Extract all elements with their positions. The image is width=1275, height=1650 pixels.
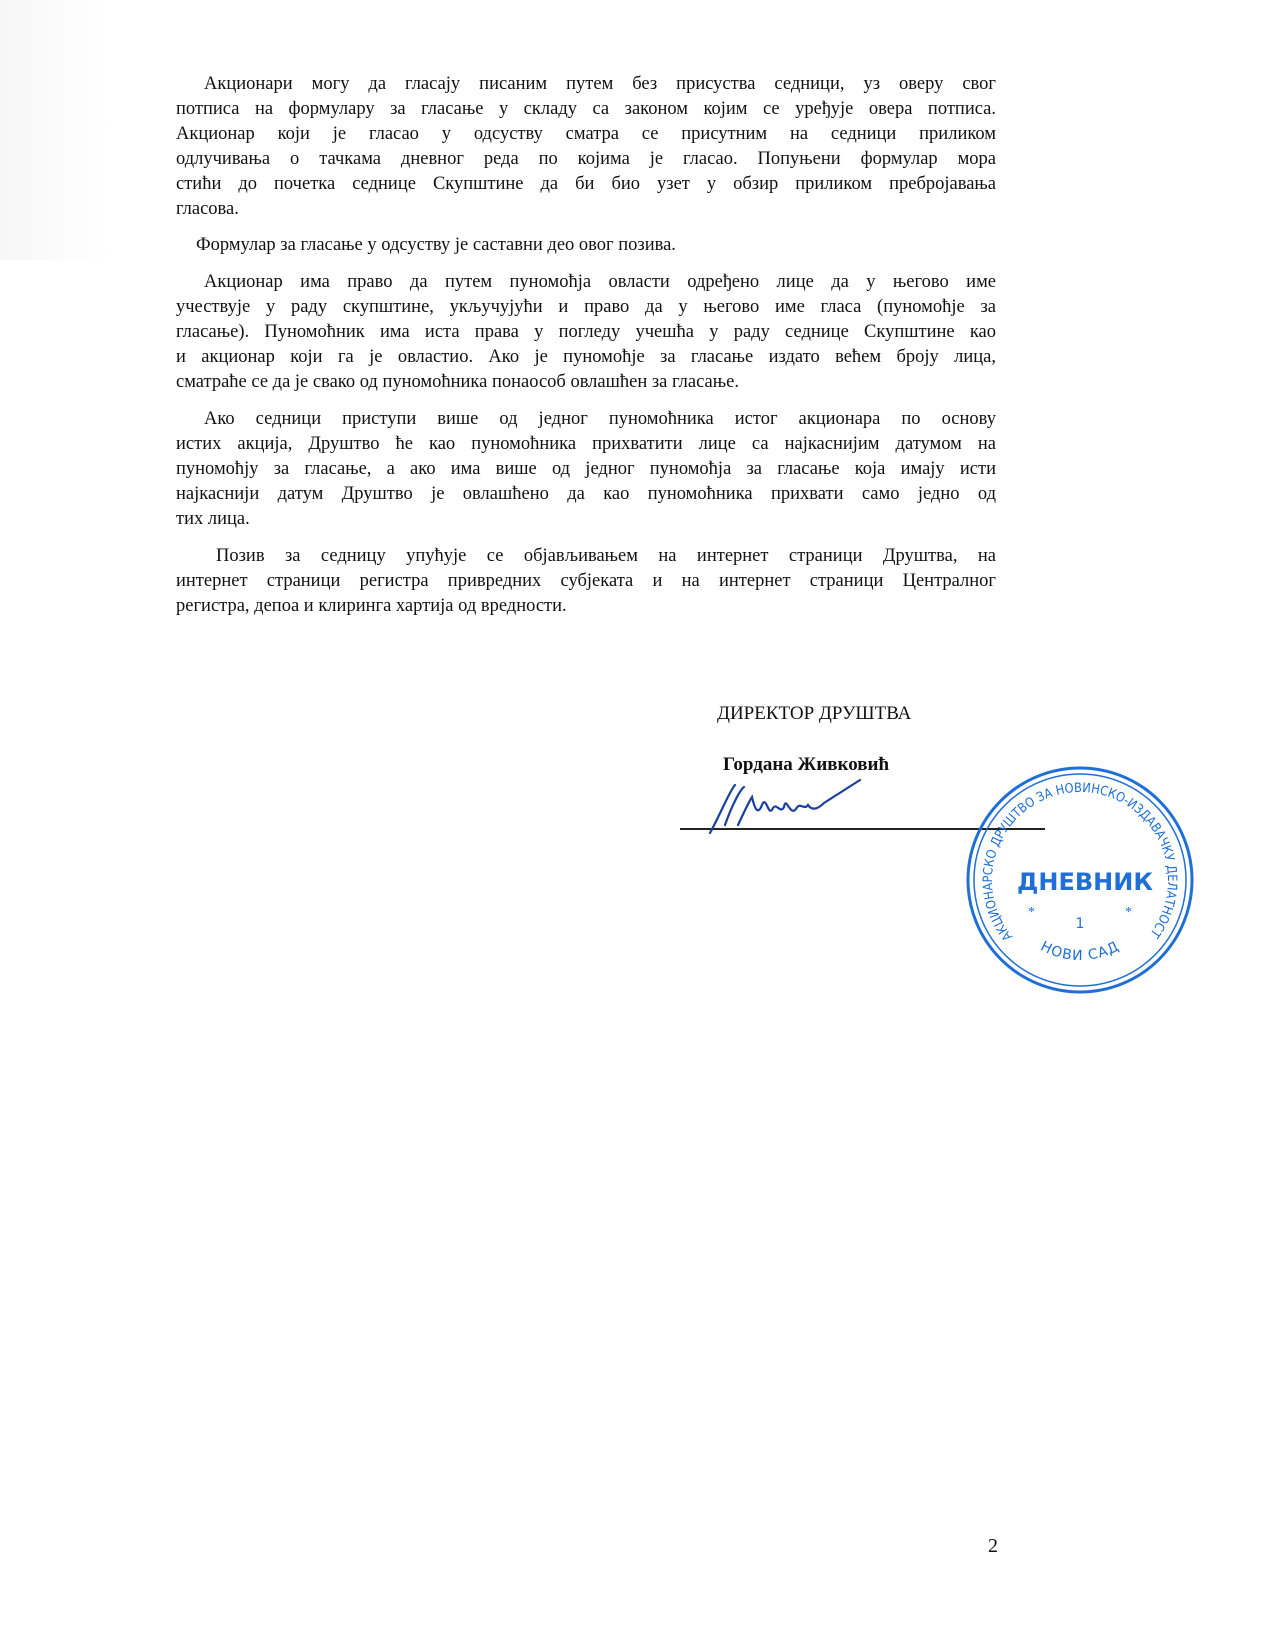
text-line: потписа на формулару за гласање у складу са законом којим се уређује овера потписа. <box>176 99 996 119</box>
text-line: Формулар за гласање у одсуству је саставни део овог позива. <box>196 235 676 255</box>
text-line: пуномоћју за гласање, а ако има више од једног пуномоћја за гласање која имају исти <box>176 459 996 479</box>
text-line: стићи до почетка седнице Скупштине да би био узет у обзир приликом пребројавања <box>176 174 996 194</box>
stamp-bottom-text: НОВИ САД <box>1037 938 1123 965</box>
stamp-center-text: ДНЕВНИК <box>1017 868 1153 896</box>
paragraph-absentee-voting <box>176 72 996 222</box>
text-line: Позив за седницу упућује се објављивањем на интернет страници Друштва, на <box>216 546 996 566</box>
stamp-ring-text: АКЦИОНАРСКО ДРУШТВО ЗА НОВИНСКО-ИЗДАВАЧКУ ДЕЛАТНОСТ <box>980 780 1180 944</box>
text-line: одлучивања о тачкама дневног реда по којима је гласао. Попуњени формулар мора <box>176 149 996 169</box>
handwritten-signature <box>700 775 900 845</box>
text-line: Ако седници приступи више од једног пуномоћника истог акционара по основу <box>204 409 996 429</box>
text-line: интернет страници регистра привредних субјеката и на интернет страници Централног <box>176 571 996 591</box>
text-line: тих лица. <box>176 509 250 529</box>
director-name: Гордана Живковић <box>723 754 890 775</box>
text-line: гласова. <box>176 199 239 219</box>
paragraph-form-attached <box>176 233 996 258</box>
text-line: гласање). Пуномоћник има иста права у погледу учешћа у раду седнице Скупштине као <box>176 322 996 342</box>
paragraph-publication <box>176 544 996 619</box>
director-title: ДИРЕКТОР ДРУШТВА <box>717 703 912 724</box>
text-line: најкаснији датум Друштво је овлашћено да као пуномоћника прихвати само једно од <box>176 484 996 504</box>
stamp-star-icon: * <box>1125 905 1132 920</box>
text-line: Акционари могу да гласају писаним путем без присуства седници, уз оверу свог <box>204 74 996 94</box>
text-line: сматраће се да је свако од пуномоћника понаособ овлашћен за гласање. <box>176 372 739 392</box>
paragraph-multiple-proxies <box>176 407 996 532</box>
scan-shadow <box>0 0 110 260</box>
stamp-number: 1 <box>1075 916 1085 932</box>
page-number: 2 <box>988 1535 998 1557</box>
text-line: и акционар који га је овластио. Ако је пуномоћје за гласање издато већем броју лица, <box>176 347 996 367</box>
paragraph-proxy <box>176 270 996 395</box>
text-line: регистра, депоа и клиринга хартија од вредности. <box>176 596 567 616</box>
stamp-star-icon: * <box>1028 905 1035 920</box>
text-line: учествује у раду скупштине, укључујући и право да у његово име гласа (пуномоћје за <box>176 297 996 317</box>
text-line: Акционар који је гласао у одсуству сматра се присутним на седници приликом <box>176 124 996 144</box>
company-stamp <box>960 760 1200 1000</box>
text-line: Акционар има право да путем пуномоћја овласти одређено лице да у његово име <box>204 272 996 292</box>
text-line: истих акција, Друштво ће као пуномоћника прихватити лице са најкаснијим датумом на <box>176 434 996 454</box>
